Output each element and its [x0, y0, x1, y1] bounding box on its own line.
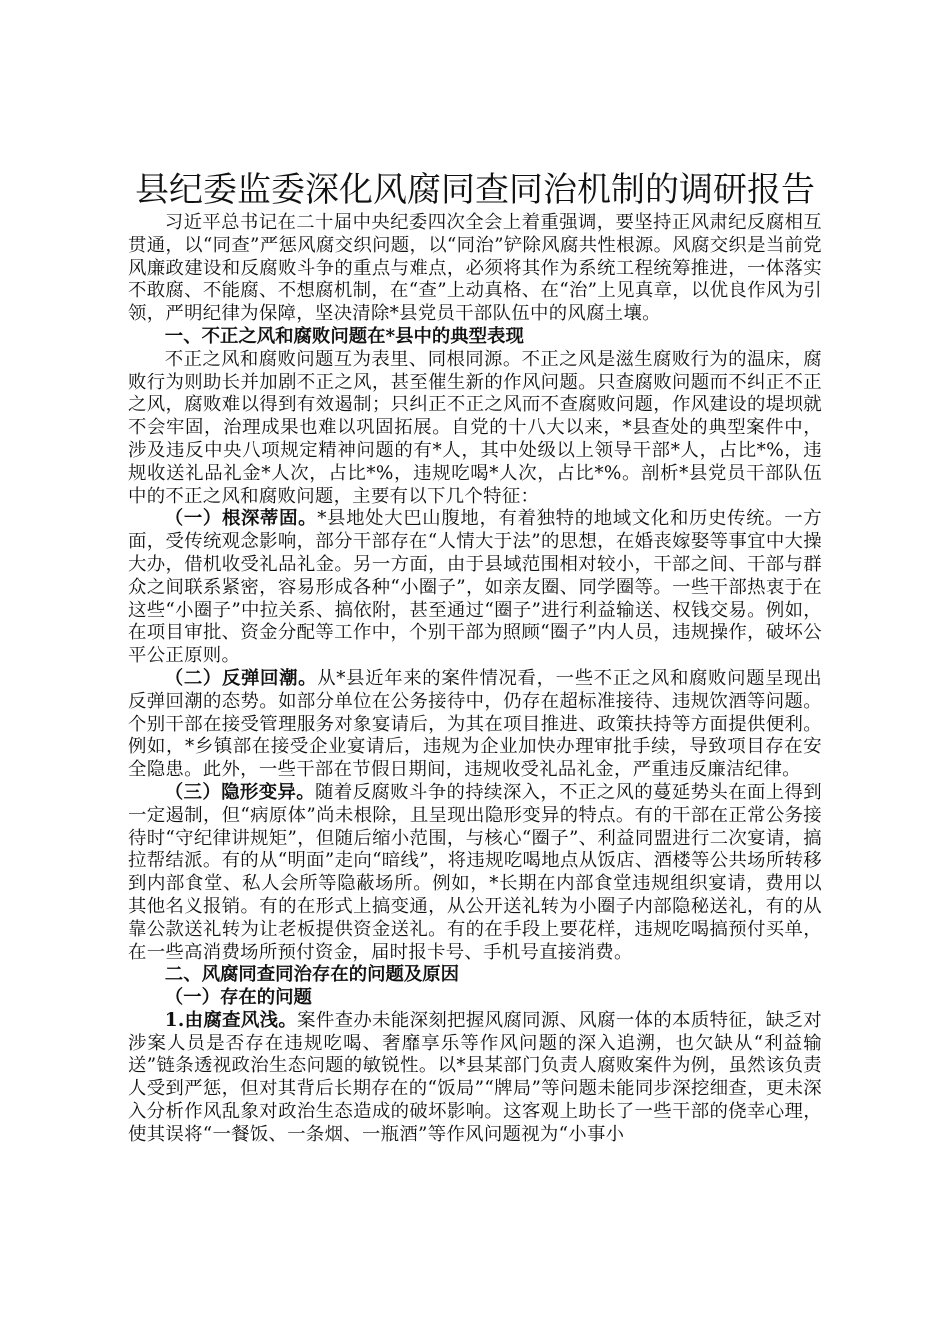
item-lead: 1.由腐查风浅。	[164, 1009, 298, 1031]
section-2-heading: 二、风腐同查同治存在的问题及原因	[164, 964, 460, 986]
item-lead: （一）根深蒂固。	[164, 508, 318, 530]
section-1-item-2	[128, 668, 822, 782]
item-lead: （二）反弹回潮。	[164, 667, 318, 689]
document-title: 县纪委监委深化风腐同查同治机制的调研报告	[135, 170, 815, 210]
document-page	[128, 168, 822, 1147]
item-text: 案件查办未能深刻把握风腐同源、风腐一体的本质特征，缺乏对涉案人员是否存在违规吃喝、奢靡享乐等作风问题的深入追溯，也欠缺从“利益输送”链条透视政治生态问题的敏锐性。以*县某部门负责人腐败案件为例，虽然该负责人受到严惩，但对其背后长期存在的“饭局”“牌局”等问题未能同步深挖细查，更未深入分析作风乱象对政治生态造成的破坏影响。这客观上助长了一些干部的侥幸心理，使其误将“一餐饭、一条烟、一瓶酒”等作风问题视为“小事小	[128, 1009, 822, 1145]
item-text: 随着反腐败斗争的持续深入，不正之风的蔓延势头在面上得到一定遏制，但“病原体”尚未根除，且呈现出隐形变异的特点。有的干部在正常公务接待时“守纪律讲规矩”，但随后缩小范围，与核心“圈子”、利益同盟进行二次宴请，搞拉帮结派。有的从“明面”走向“暗线”，将违规吃喝地点从饭店、酒楼等公共场所转移到内部食堂、私人会所等隐蔽场所。例如，*长期在内部食堂违规组织宴请，费用以其他名义报销。有的在形式上搞变通，从公开送礼转为小圈子内部隐秘送礼，有的从靠公款送礼转为让老板提供资金送礼。有的在手段上要花样，违规吃喝搞预付买单，在一些高消费场所预付资金，届时报卡号、手机号直接消费。	[128, 781, 823, 963]
section-1-heading: 一、不正之风和腐败问题在*县中的典型表现	[164, 325, 524, 347]
intro-paragraph: 习近平总书记在二十届中央纪委四次全会上着重强调，要坚持正风肃纪反腐相互贯通，以“同查”严惩风腐交织问题，以“同治”铲除风腐共性根源。风腐交织是当前党风廉政建设和反腐败斗争的重点与难点，必须将其作为系统工程统筹推进，一体落实不敢腐、不能腐、不想腐机制，在“查”上动真格、在“治”上见真章，以优良作风为引领，严明纪律为保障，坚决清除*县党员干部队伍中的风腐土壤。	[128, 212, 822, 325]
item-text: *县地处大巴山腹地，有着独特的地域文化和历史传统。一方面，受传统观念影响，部分干部存在“人情大于法”的思想，在婚丧嫁娶等事宜中大操大办，借机收受礼品礼金。另一方面，由于县域范围相对较小，干部之间、干部与群众之间联系紧密，容易形成各种“小圈子”，如亲友圈、同学圈等。一些干部热衷于在这些“小圈子”中拉关系、搞依附，甚至通过“圈子”进行利益输送、权钱交易。例如，在项目审批、资金分配等工作中，个别干部为照顾“圈子”内人员，违规操作，破坏公平公正原则。	[128, 508, 822, 667]
item-lead: （三）隐形变异。	[164, 781, 316, 803]
section-2-item-1	[128, 1010, 822, 1147]
section-1-item-3	[128, 782, 822, 964]
item-text: 从*县近年来的案件情况看，一些不正之风和腐败问题呈现出反弹回潮的态势。如部分单位在公务接待中，仍存在超标准接待、违规饮酒等问题。个别干部在接受管理服务对象宴请后，为其在项目推进、政策扶持等方面提供便利。例如，*乡镇部在接受企业宴请后，违规为企业加快办理审批手续，导致项目存在安全隐患。此外，一些干部在节假日期间，违规收受礼品礼金，严重违反廉洁纪律。	[128, 667, 822, 781]
section-2-subheading: （一）存在的问题	[164, 987, 312, 1009]
section-1-paragraph: 不正之风和腐败问题互为表里、同根同源。不正之风是滋生腐败行为的温床，腐败行为则助长并加剧不正之风，甚至催生新的作风问题。只查腐败问题而不纠正不正之风，腐败难以得到有效遏制；只纠正不正之风而不查腐败问题，作风建设的堤坝就不会牢固，治理成果也难以巩固拓展。自党的十八大以来，*县查处的典型案件中，涉及违反中央八项规定精神问题的有*人，其中处级以上领导干部*人，占比*%，违规收送礼品礼金*人次，占比*%，违规吃喝*人次，占比*%。剖析*县党员干部队伍中的不正之风和腐败问题，主要有以下几个特征：	[128, 348, 822, 507]
section-1-item-1	[128, 508, 822, 668]
